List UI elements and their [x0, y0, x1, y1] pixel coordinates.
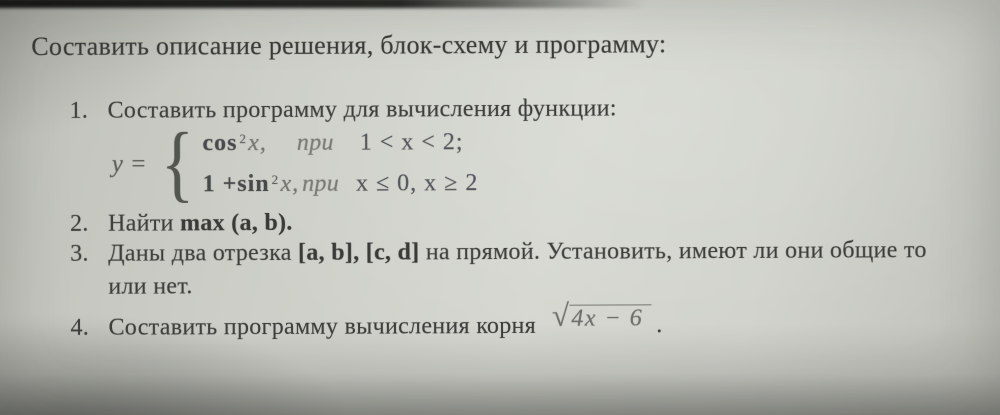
item-4-text: Составить программу вычисления корня	[108, 312, 537, 341]
task-item-3	[70, 237, 927, 268]
item-3-continuation: или нет.	[108, 273, 193, 300]
item-2-number: 2.	[70, 210, 89, 237]
variable-x: x,	[248, 130, 267, 157]
formula-lhs: y =	[111, 150, 147, 178]
formula-case-1	[202, 122, 478, 164]
item-4-number: 4.	[70, 314, 90, 341]
curly-brace: {	[160, 114, 195, 211]
task-item-1	[70, 95, 617, 124]
cos-function-name: cos	[202, 130, 238, 157]
item-3-number: 3.	[70, 240, 89, 267]
item-2-bold-maxab: max (a, b).	[179, 209, 293, 237]
exponent-2: 2	[239, 130, 247, 146]
condition-range-2: x ≤ 0, x ≥ 2	[355, 170, 479, 197]
condition-word-pri: при	[302, 170, 340, 197]
item-3-bold-segments: [a, b], [c, d]	[297, 239, 420, 266]
radical-sign: √	[551, 297, 570, 333]
item-1-text: Составить программу для вычисления функции:	[107, 95, 617, 124]
task-item-2	[70, 210, 293, 238]
variable-x: x,	[280, 170, 300, 197]
piecewise-function-formula	[111, 114, 479, 211]
item-4-period: .	[656, 312, 663, 339]
task-item-3-line-2	[108, 273, 192, 300]
item-3-text-part-1: Даны два отрезка	[108, 239, 299, 267]
item-1-number: 1.	[69, 97, 89, 124]
item-3-text-part-2: на прямой. Установить, имеют ли они общие то	[419, 237, 927, 266]
item-2-text: Найти	[108, 210, 181, 237]
formula-case-2	[203, 163, 479, 205]
sin-function-name: sin	[237, 171, 270, 198]
exponent-2: 2	[271, 171, 279, 187]
condition-range-1: 1 < x < 2;	[359, 129, 464, 156]
case-2-lead: 1 +	[202, 171, 238, 198]
page-title: Составить описание решения, блок-схему и программу:	[31, 29, 667, 62]
condition-word-pri: при	[296, 129, 334, 156]
radicand-4x-minus-6: 4x − 6	[569, 304, 651, 331]
task-item-4	[70, 297, 663, 343]
formula-cases	[202, 122, 478, 205]
sqrt-expression	[552, 297, 651, 333]
